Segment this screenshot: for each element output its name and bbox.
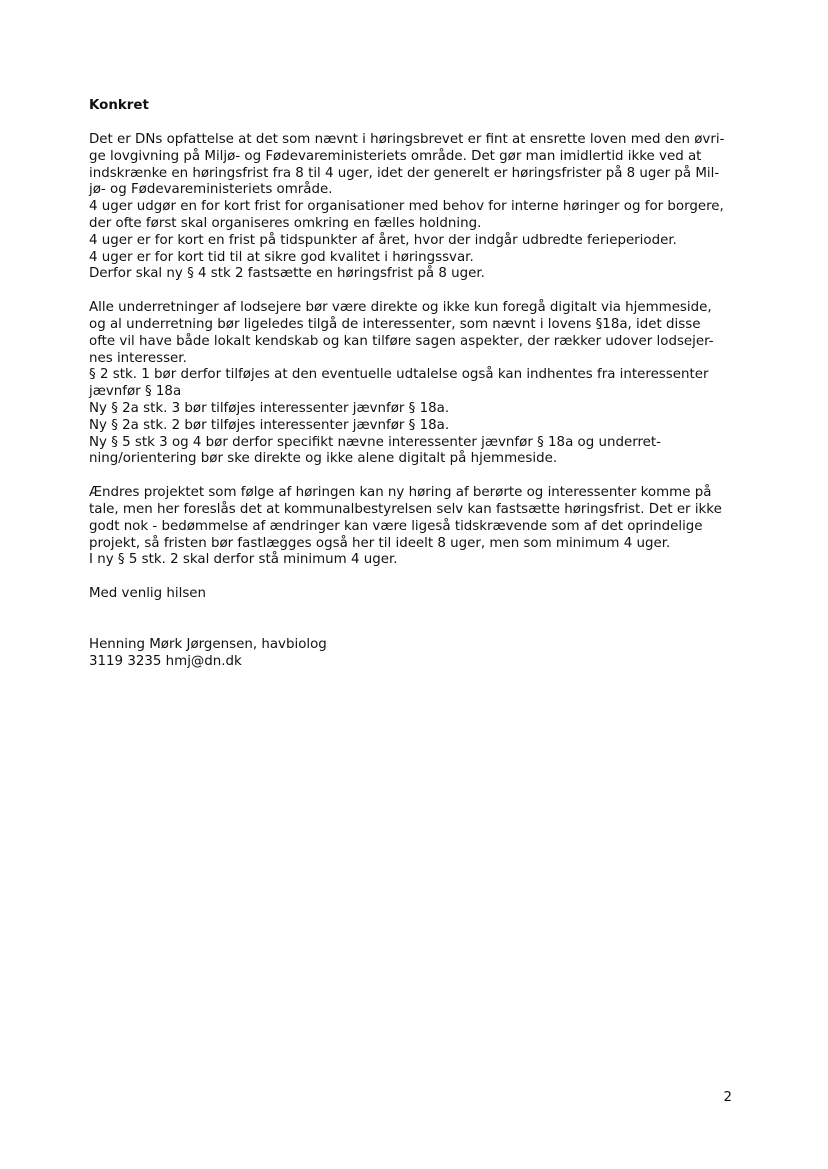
- signature-block: [89, 637, 739, 671]
- text-line: jævnfør § 18a: [89, 384, 182, 400]
- text-line: projekt, så fristen bør fastlægges også her til ideelt 8 uger, men som minimum 4 uger.: [89, 535, 671, 551]
- signature-name: Henning Mørk Jørgensen, havbiolog: [89, 636, 327, 652]
- text-line: 4 uger er for kort tid til at sikre god kvalitet i høringssvar.: [89, 249, 474, 265]
- text-line: Ændres projektet som følge af høringen kan ny høring af berørte og interessenter komme på: [89, 485, 712, 501]
- closing-greeting: [89, 586, 739, 603]
- text-line: tale, men her foreslås det at kommunalbestyrelsen selv kan fastsætte høringsfrist. Det er ikke: [89, 501, 722, 517]
- page-number: 2: [723, 1090, 732, 1105]
- paragraph-notifications: [89, 300, 739, 468]
- text-line: og al underretning bør ligeledes tilgå de interessenter, som nævnt i lovens §18a, idet disse: [89, 316, 701, 332]
- paragraph-project-changes: [89, 485, 739, 569]
- closing-text: Med venlig hilsen: [89, 586, 207, 602]
- text-line: Ny § 2a stk. 3 bør tilføjes interessenter jævnfør § 18a.: [89, 400, 450, 416]
- text-line: Ny § 2a stk. 2 bør tilføjes interessenter jævnfør § 18a.: [89, 417, 450, 433]
- text-line: nes interesser.: [89, 350, 187, 366]
- text-line: jø- og Fødevareministeriets område.: [89, 182, 333, 198]
- text-line: ning/orientering bør ske direkte og ikke alene digitalt på hjemmeside.: [89, 451, 558, 467]
- signature-contact: 3119 3235 hmj@dn.dk: [89, 653, 242, 669]
- text-line: 4 uger udgør en for kort frist for organisationer med behov for interne høringer og for borgere,: [89, 199, 724, 215]
- text-line: ge lovgivning på Miljø- og Fødevareministeriets område. Det gør man imidlertid ikke ved at: [89, 148, 702, 164]
- text-line: godt nok - bedømmelse af ændringer kan være ligeså tidskrævende som af det oprindelige: [89, 518, 703, 534]
- section-heading: Konkret: [89, 98, 149, 113]
- text-line: Alle underretninger af lodsejere bør være direkte og ikke kun foregå digitalt via hjemmeside,: [89, 300, 712, 316]
- paragraph-hearing-deadline: [89, 132, 739, 283]
- text-line: Det er DNs opfattelse at det som nævnt i høringsbrevet er fint at ensrette loven med den øvri-: [89, 132, 725, 147]
- text-line: Ny § 5 stk 3 og 4 bør derfor specifikt nævne interessenter jævnfør § 18a og underret-: [89, 434, 662, 450]
- text-line: I ny § 5 stk. 2 skal derfor stå minimum 4 uger.: [89, 552, 398, 568]
- text-line: der ofte først skal organiseres omkring en fælles holdning.: [89, 215, 482, 231]
- text-line: indskrænke en høringsfrist fra 8 til 4 uger, idet der generelt er høringsfrister på 8 uger på Mil-: [89, 165, 720, 181]
- text-line: 4 uger er for kort en frist på tidspunkter af året, hvor der indgår udbredte ferieperioder.: [89, 232, 677, 248]
- letter-body: [89, 98, 739, 671]
- text-line: § 2 stk. 1 bør derfor tilføjes at den eventuelle udtalelse også kan indhentes fra interessenter: [89, 367, 709, 383]
- text-line: Derfor skal ny § 4 stk 2 fastsætte en høringsfrist på 8 uger.: [89, 266, 485, 282]
- text-line: ofte vil have både lokalt kendskab og kan tilføre sagen aspekter, der rækker udover lodsejer-: [89, 333, 714, 349]
